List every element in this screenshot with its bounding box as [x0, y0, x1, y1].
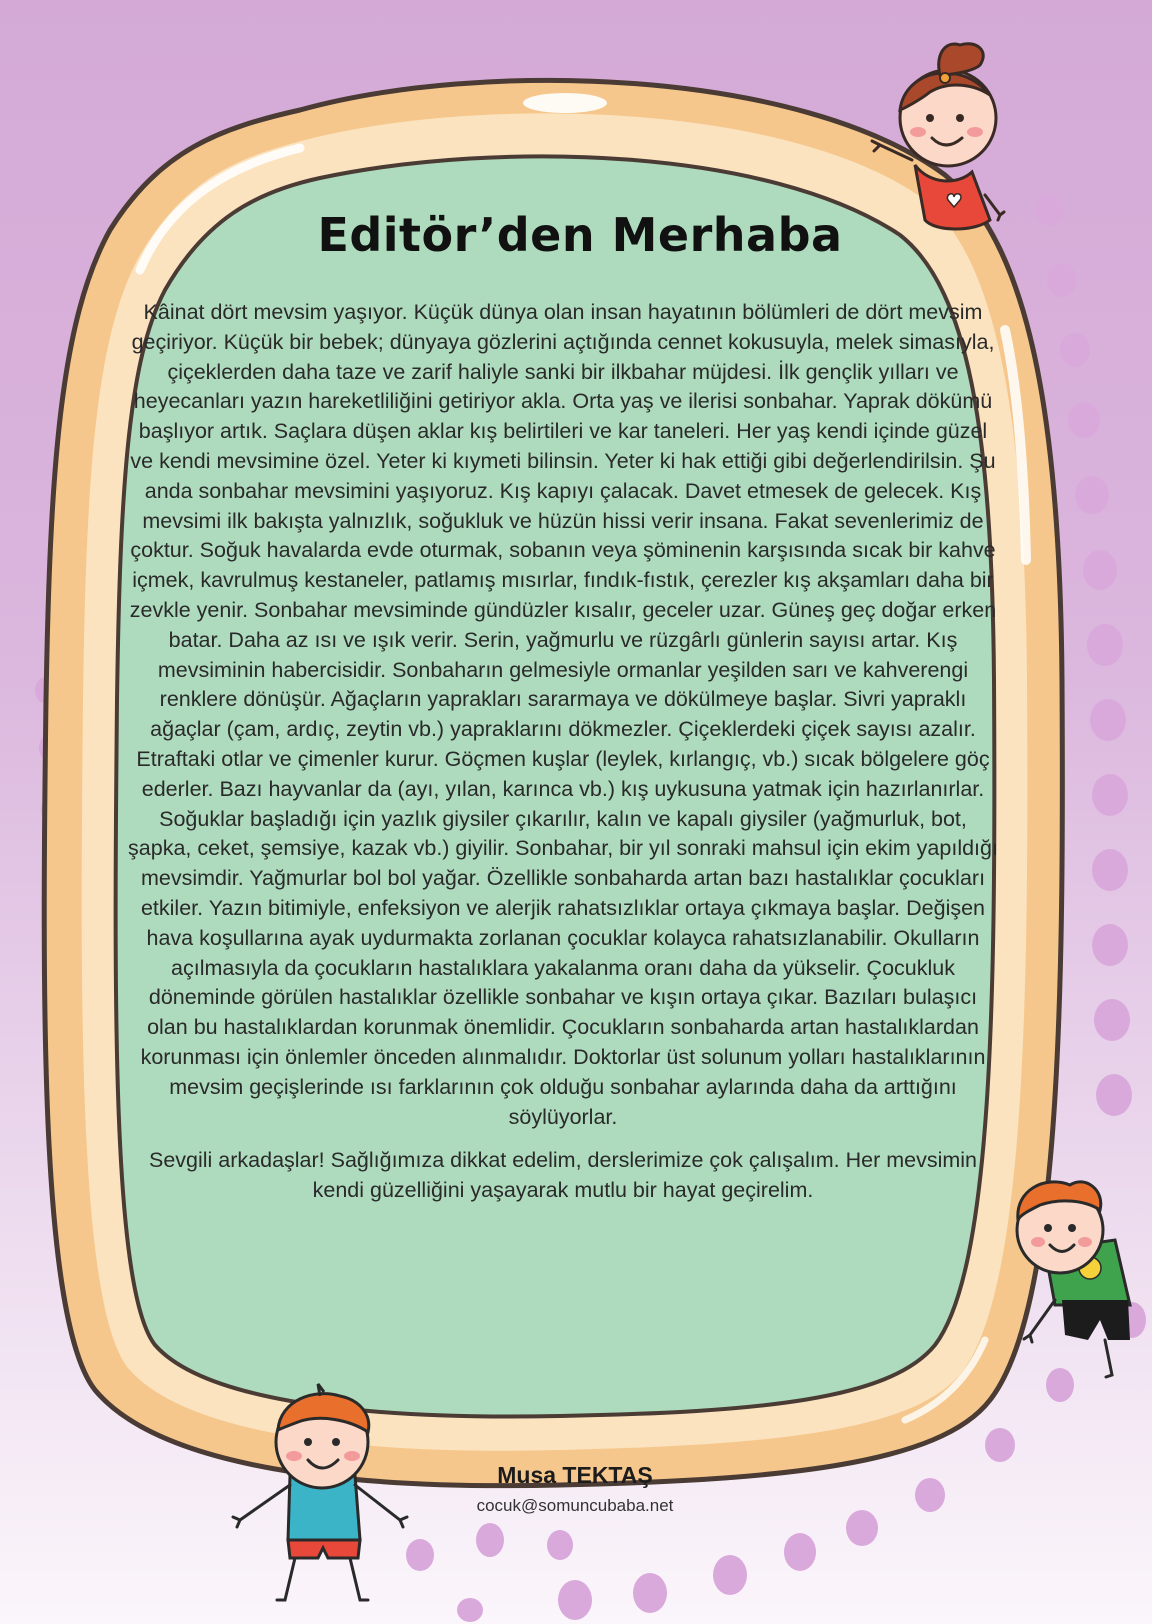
editorial-paragraph: Kâinat dört mevsim yaşıyor. Küçük dünya olan insan hayatının bölümleri de dört mevsim geçiriyor. Küçük bir bebek; dünyaya gözlerini açtığında cennet kokusuyla, melek simasıyla, çiçeklerden daha taze ve zarif haliyle sanki bir ilkbahar müjdesi. İlk gençlik yılları ve heyecanları yazın hareketliliğini getiriyor akla. Orta yaş ve ilerisi sonbahar. Yaprak dökümü başlıyor artık. Saçlara düşen aklar kış belirtileri ve kar taneleri. Her yaş kendi içinde güzel ve kendi mevsimine özel. Yeter ki kıymeti bilinsin. Yeter ki hak ettiği gibi değerlendirilsin. Şu anda sonbahar mevsimini yaşıyoruz. Kış kapıyı çalacak. Davet etmesek de gelecek. Kış mevsimi ilk bakışta yalnızlık, soğukluk ve hüzün hissi verir insana. Fakat sevenlerimiz de çoktur. Soğuk havalarda evde oturmak, sobanın veya şöminenin karşısında sıcak bir kahve içmek, kavrulmuş kestaneler, patlamış mısırlar, fındık-fıstık, çerezler kış akşamları daha bir zevkle yenir. Sonbahar mevsiminde gündüzler kısalır, geceler uzar. Güneş geç doğar erken batar. Daha az ısı ve ışık verir. Serin, yağmurlu ve rüzgârlı günlerin sayısı artar. Kış mevsiminin habercisidir. Sonbaharın gelmesiyle ormanlar yeşilden sarı ve kahverengi renklere dönüşür. Ağaçların yaprakları sararmaya ve dökülmeye başlar. Sivri yapraklı ağaçlar (çam, ardıç, zeytin vb.) yapraklarını dökmezler. Çiçeklerdeki çiçek sayısı azalır. Etraftaki otlar ve çimenler kurur. Göçmen kuşlar (leylek, kırlangıç, vb.) sıcak bölgelere göç ederler. Bazı hayvanlar da (ayı, yılan, karınca vb.) kış uykusuna yatmak için hazırlanırlar. Soğuklar başladığı için yazlık giysiler çıkarılır, kalın ve kapalı giysiler (yağmurluk, bot, şapka, ceket, şemsiye, kazak vb.) giyilir. Sonbahar, bir yıl sonraki mahsul için ekim yapıldığı mevsimdir. Yağmurlar bol bol yağar. Özellikle sonbaharda artan bazı hastalıklar çocukları etkiler. Yazın bitimiyle, enfeksiyon ve alerjik rahatsızlıklar ortaya çıkmaya başlar. Değişen hava koşullarına ayak uydurmakta zorlanan çocuklar kolayca rahatsızlanabilir. Okulların açılmasıyla da çocukların hastalıklara yakalanma oranı daha da yükselir. Çocukluk döneminde görülen hastalıklar özellikle sonbahar ve kışın ortaya çıkar. Bazıları bulaşıcı olan bu hastalıklardan korunmak önemlidir. Çocukların sonbaharda artan hastalıklardan korunması için önlemler önceden alınmalıdır. Doktorlar üst solunum yolları hastalıklarının mevsim geçişlerinde ısı farklarının çok olduğu sonbahar aylarında daha da arttığını söylüyorlar.	[128, 300, 998, 1129]
author-name: Musa TEKTAŞ	[497, 1462, 653, 1488]
editorial-paragraph: Sevgili arkadaşlar! Sağlığımıza dikkat edelim, derslerimize çok çalışalım. Her mevsimin kendi güzelliğini yaşayarak mutlu bir hayat geçirelim.	[148, 1148, 978, 1203]
page-title: Editör’den Merhaba	[317, 208, 843, 262]
author-email: cocuk@somuncubaba.net	[476, 1496, 674, 1515]
editorial-body	[128, 298, 998, 1206]
